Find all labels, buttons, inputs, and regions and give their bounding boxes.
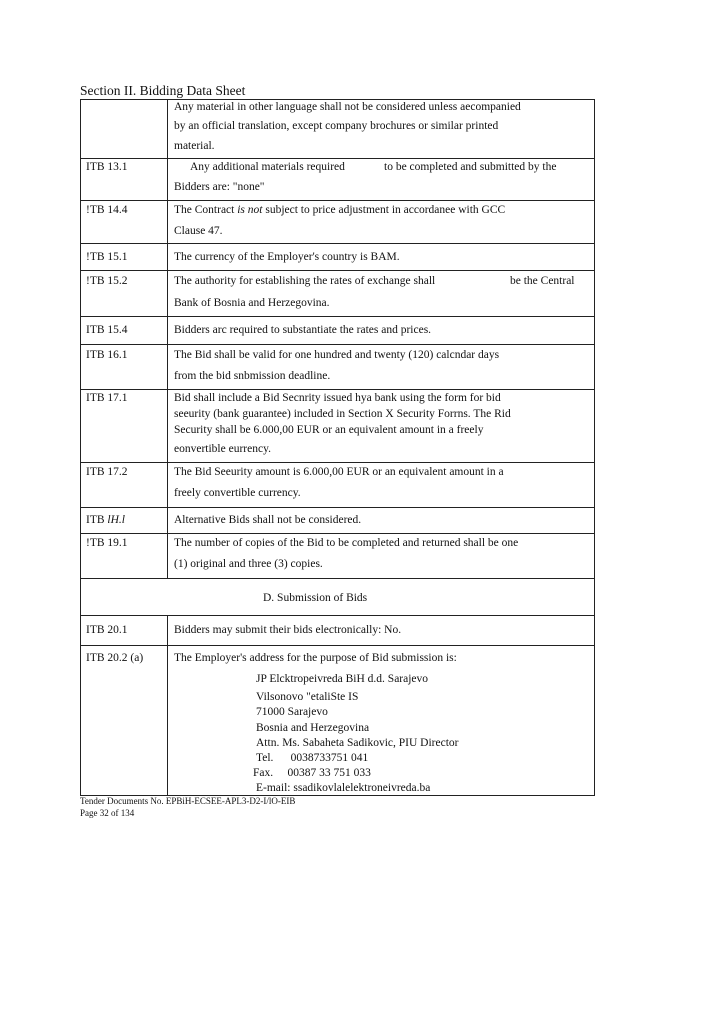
clause-ref-italic: lH.l xyxy=(107,514,125,526)
table-column-divider xyxy=(167,99,168,578)
table-rule xyxy=(80,158,595,159)
table-rule xyxy=(80,389,595,390)
table-rule xyxy=(80,645,595,646)
clause-ref: ITB 20.1 xyxy=(86,624,128,636)
cell-text-line: material. xyxy=(174,140,215,152)
cell-text-line: (1) original and three (3) copies. xyxy=(174,558,323,570)
cell-text-line: eonvertible eurrency. xyxy=(174,443,271,455)
cell-text-line: freely convertible currency. xyxy=(174,487,301,499)
footer-page-number: Page 32 of 134 xyxy=(80,808,135,818)
clause-ref: ITB 15.4 xyxy=(86,324,128,336)
table-rule xyxy=(80,243,595,244)
clause-ref: ITB 17.2 xyxy=(86,466,128,478)
clause-ref: ITB 20.2 (a) xyxy=(86,652,144,664)
address-line: Tel. 0038733751 041 xyxy=(256,752,369,764)
section-heading: D. Submission of Bids xyxy=(263,592,368,604)
clause-ref: ITB 13.1 xyxy=(86,161,128,173)
table-column-divider xyxy=(167,615,168,795)
table-rule xyxy=(80,578,595,579)
table-rule xyxy=(80,507,595,508)
clause-ref: !TB 19.1 xyxy=(86,537,128,549)
cell-text-line: to be completed and submitted by the xyxy=(384,161,557,173)
emphasis-text: is not xyxy=(237,204,263,216)
table-rule xyxy=(80,462,595,463)
cell-text-line: Bidders arc required to substantiate the rates and prices. xyxy=(174,324,432,336)
cell-text-line: be the Central xyxy=(510,275,575,287)
table-border-right xyxy=(594,99,595,795)
footer-document-number: Tender Documents No. EPBiH-ECSEE-APL3-D2-I/lO-EIB xyxy=(80,796,296,806)
address-line: Attn. Ms. Sabaheta Sadikovic, PIU Director xyxy=(256,737,459,749)
table-rule xyxy=(80,270,595,271)
cell-text-line: from the bid snbmission deadline. xyxy=(174,370,331,382)
address-line: JP Elcktropeivreda BiH d.d. Sarajevo xyxy=(256,673,429,685)
table-rule xyxy=(80,344,595,345)
clause-ref: ITB lH.l xyxy=(86,514,125,526)
cell-text-line: Security shall be 6.000,00 EUR or an equivalent amount in a freely xyxy=(174,424,484,436)
cell-text-line: The Employer's address for the purpose of Bid submission is: xyxy=(174,652,457,664)
cell-text-line: The Bid shall be valid for one hundred and twenty (120) calcndar days xyxy=(174,349,500,361)
cell-text-line: The authority for establishing the rates of exchange shall xyxy=(174,275,436,287)
table-border-left xyxy=(80,99,81,795)
cell-text-line: seeurity (bank guarantee) included in Section X Security Forrns. The Rid xyxy=(174,408,511,420)
address-email: E-mail: ssadikovlalelektroneivreda.ba xyxy=(256,782,431,794)
address-line: Vilsonovo "etaliSte IS xyxy=(256,691,359,703)
clause-ref: !TB 14.4 xyxy=(86,204,128,216)
cell-text-line: Any additional materials required xyxy=(190,161,345,173)
cell-text-line: Bid shall include a Bid Secnrity issued hya bank using the form for bid xyxy=(174,392,501,404)
clause-ref: !TB 15.1 xyxy=(86,251,128,263)
cell-text-line: Bidders are: "none" xyxy=(174,181,265,193)
cell-text-line: Bidders may submit their bids electronically: No. xyxy=(174,624,402,636)
clause-ref: ITB 16.1 xyxy=(86,349,128,361)
clause-ref: !TB 15.2 xyxy=(86,275,128,287)
table-rule xyxy=(80,316,595,317)
cell-text-line: Any material in other language shall not be considered unless aecompanied xyxy=(174,101,521,113)
address-line: 71000 Sarajevo xyxy=(256,706,328,718)
cell-text-line: The number of copies of the Bid to be completed and returned shall be one xyxy=(174,537,519,549)
table-rule xyxy=(80,99,595,100)
cell-text-line: The currency of the Employer's country is BAM. xyxy=(174,251,400,263)
table-rule xyxy=(80,615,595,616)
address-line: Bosnia and Herzegovina xyxy=(256,722,370,734)
section-title: Section II. Bidding Data Sheet xyxy=(80,83,246,98)
cell-text-line: Clause 47. xyxy=(174,225,223,237)
table-rule xyxy=(80,533,595,534)
cell-text-line: Bank of Bosnia and Herzegovina. xyxy=(174,297,330,309)
cell-text-line: The Contract is not subject to price adjustment in accordanee with GCC xyxy=(174,204,506,216)
cell-text-line: The Bid Seeurity amount is 6.000,00 EUR or an equivalent amount in a xyxy=(174,466,504,478)
address-line: Fax. 00387 33 751 033 xyxy=(253,767,371,779)
cell-text-line: Alternative Bids shall not be considered. xyxy=(174,514,362,526)
clause-ref: ITB 17.1 xyxy=(86,392,128,404)
table-rule xyxy=(80,200,595,201)
cell-text-line: by an official translation, except company brochures or similar printed xyxy=(174,120,499,132)
